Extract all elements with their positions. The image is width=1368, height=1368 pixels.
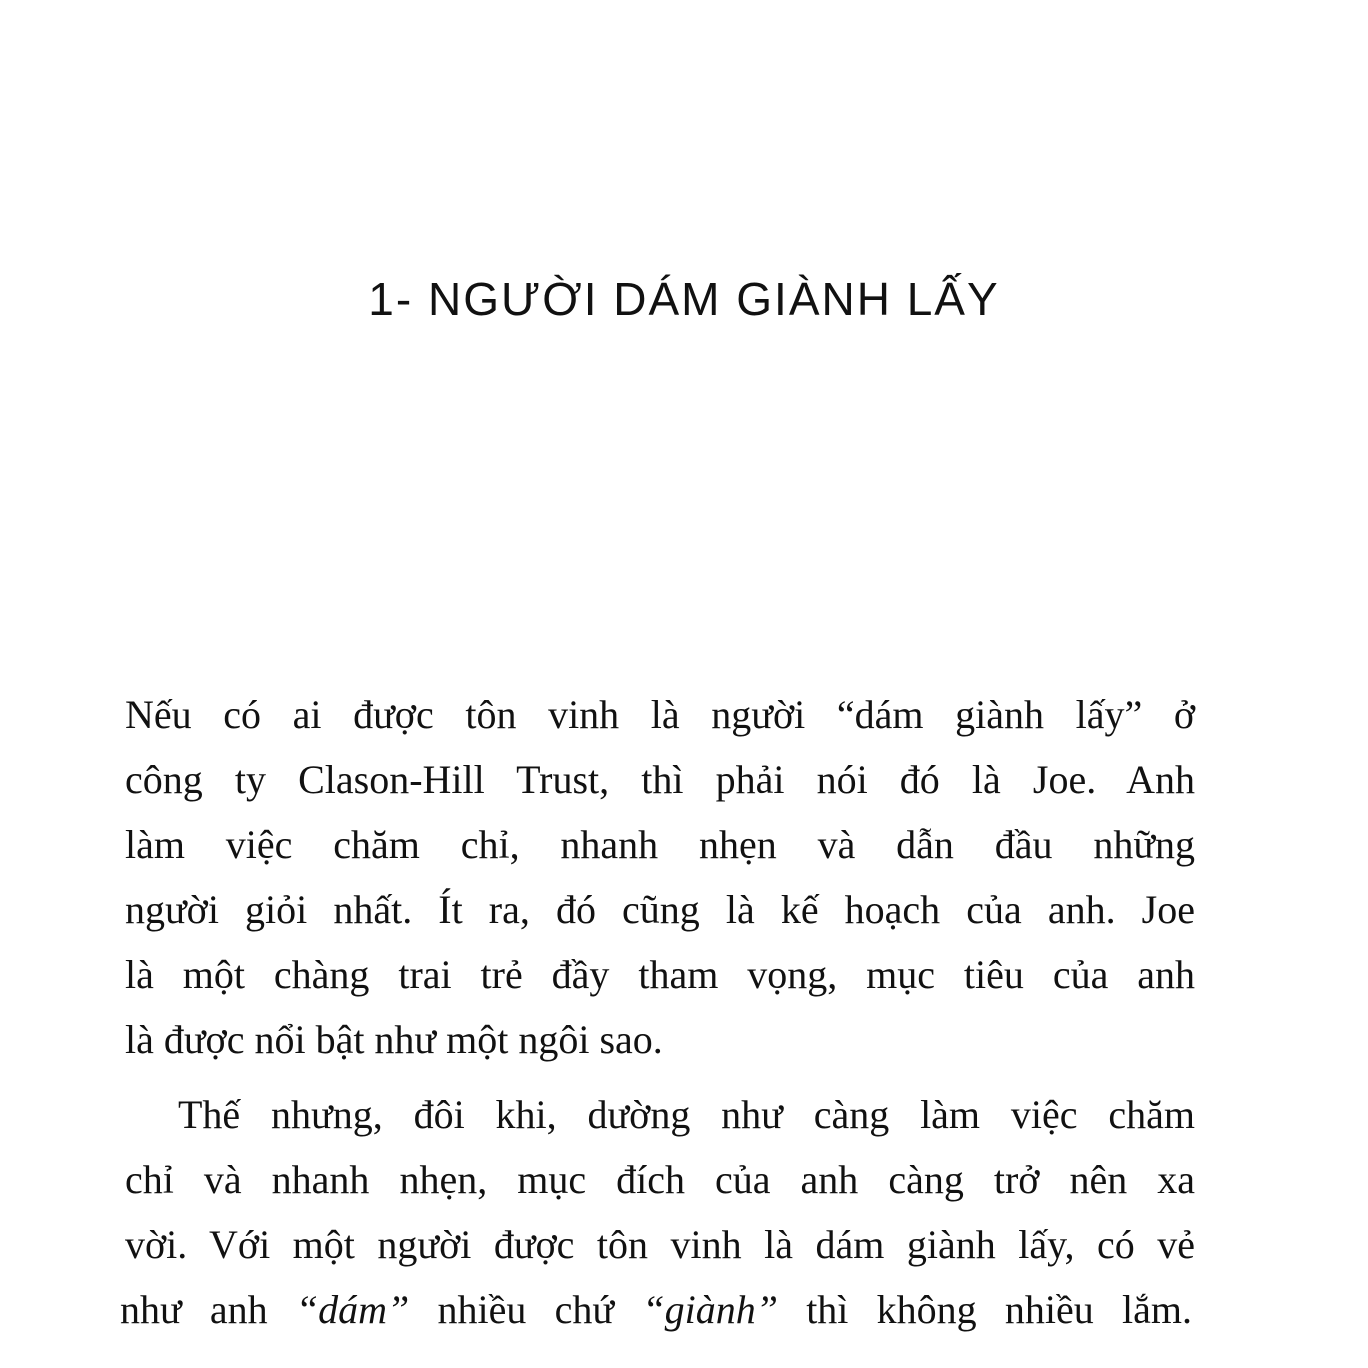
text-line: vời. Với một người được tôn vinh là dám giành lấy, có vẻ [125, 1222, 1195, 1267]
text-run: nhiều chứ [409, 1287, 643, 1332]
text-line: Thế nhưng, đôi khi, dường như càng làm việc chăm [178, 1092, 1195, 1137]
text-line: người giỏi nhất. Ít ra, đó cũng là kế hoạch của anh. Joe [125, 887, 1195, 932]
text-line [120, 1285, 1192, 1335]
text-line: công ty Clason-Hill Trust, thì phải nói đó là Joe. Anh [125, 757, 1195, 802]
text-line: là được nổi bật như một ngôi sao. [125, 1017, 663, 1062]
chapter-title: 1- NGƯỜI DÁM GIÀNH LẤY [368, 273, 1000, 325]
text-line: Nếu có ai được tôn vinh là người “dám giành lấy” ở [125, 692, 1195, 737]
text-line: là một chàng trai trẻ đầy tham vọng, mục tiêu của anh [125, 952, 1195, 997]
text-line: làm việc chăm chỉ, nhanh nhẹn và dẫn đầu những [125, 822, 1195, 867]
text-run: như anh [120, 1287, 296, 1332]
italic-text: “giành” [642, 1287, 778, 1332]
text-line: chỉ và nhanh nhẹn, mục đích của anh càng trở nên xa [125, 1157, 1195, 1202]
italic-text: “dám” [295, 1287, 410, 1332]
text-run: thì không nhiều lắm. [777, 1287, 1192, 1332]
